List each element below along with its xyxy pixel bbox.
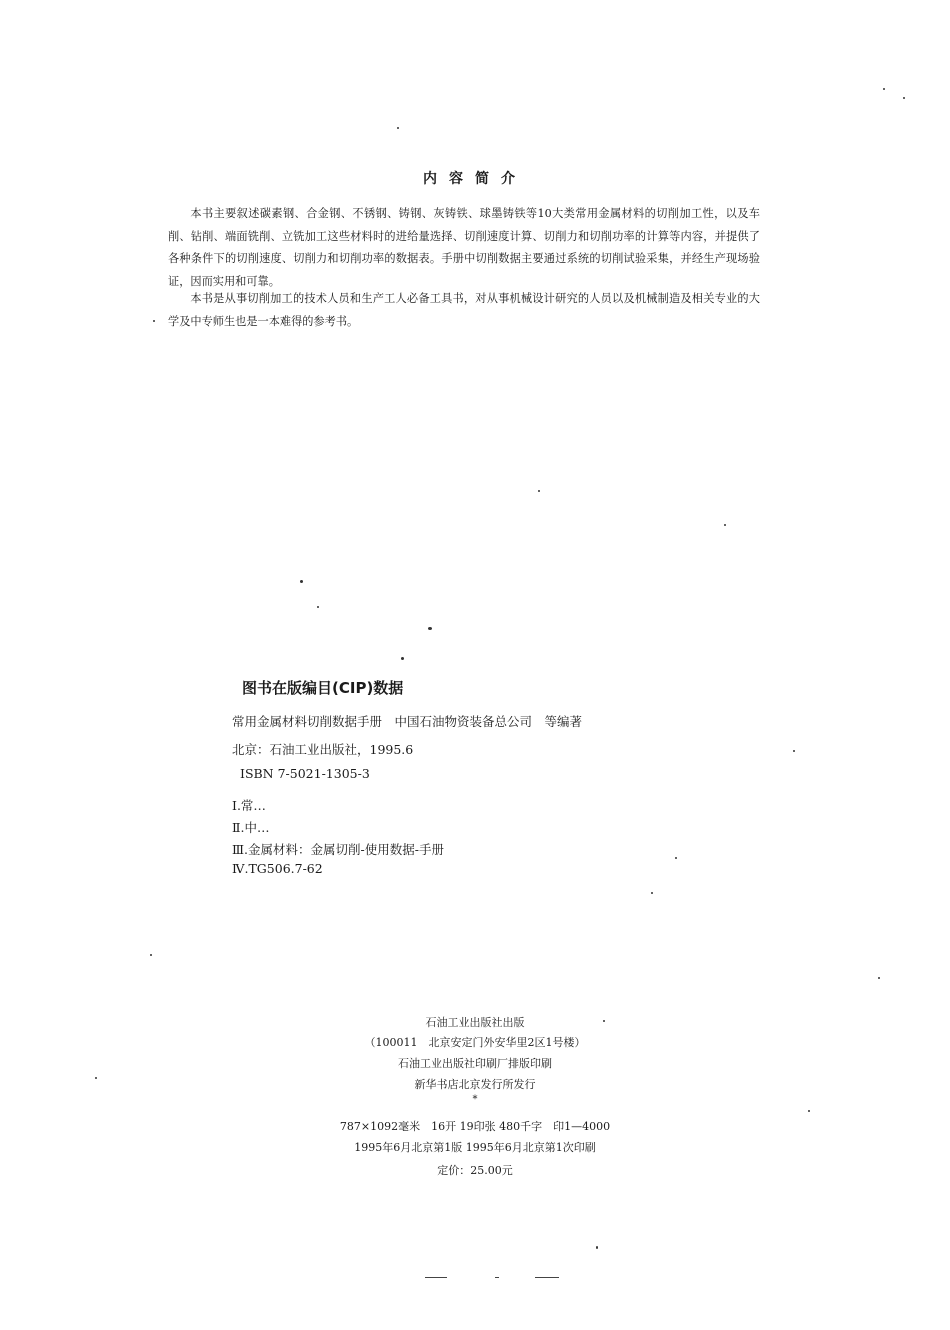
cip-subject-1: Ⅰ.常…: [232, 798, 266, 813]
scan-dash: [425, 1277, 447, 1278]
intro-paragraph-1: 本书主要叙述碳素钢、合金钢、不锈钢、铸钢、灰铸铁、球墨铸铁等10大类常用金属材料的切削加工性，以及车削、钻削、端面铣削、立铣加工这些材料时的进给量选择、切削速度计算、切削力和切削功率的计算等内容，并提供了各种条件下的切削速度、切削力和切削功率的数据表。手册中切削数据主要通过系统的切削试验采集，并经生产现场验证，因而实用和可靠。: [168, 207, 760, 288]
cip-subject-3: Ⅲ.金属材料：金属切削-使用数据-手册: [232, 842, 444, 857]
scan-speck: [300, 580, 303, 583]
scan-speck: [603, 1020, 605, 1022]
cip-book-title-line: 常用金属材料切削数据手册 中国石油物资装备总公司 等编著: [232, 714, 583, 729]
colophon-edition: 1995年6月北京第1版 1995年6月北京第1次印刷: [354, 1141, 596, 1154]
colophon-specs: 787×1092毫米 16开 19印张 480千字 印1—4000: [339, 1120, 611, 1133]
scan-speck: [793, 750, 795, 752]
cip-subject-4: Ⅳ.TG506.7-62: [232, 861, 323, 876]
scan-speck: [428, 627, 432, 630]
scan-speck: [675, 857, 677, 859]
scan-speck: [883, 88, 885, 90]
scan-dash: [535, 1277, 559, 1278]
scan-speck: [878, 977, 880, 979]
intro-title: 内容简介: [423, 171, 527, 187]
intro-paragraph-2: 本书是从事切削加工的技术人员和生产工人必备工具书，对从事机械设计研究的人员以及机械制造及相关专业的大学及中专师生也是一本难得的参考书。: [168, 292, 760, 328]
scan-speck: [153, 320, 155, 322]
scan-speck: [95, 1077, 97, 1079]
cip-title: 图书在版编目(CIP)数据: [242, 679, 404, 697]
colophon-printer: 石油工业出版社印刷厂排版印刷: [398, 1057, 552, 1070]
scan-speck: [724, 524, 726, 526]
colophon-publisher: 石油工业出版社出版: [425, 1016, 525, 1029]
colophon-distributor: 新华书店北京发行所发行: [414, 1078, 536, 1091]
scan-speck: [651, 892, 653, 894]
scan-speck: [538, 490, 540, 492]
scan-speck: [401, 657, 404, 660]
cip-publisher-line: 北京：石油工业出版社，1995.6: [232, 742, 414, 757]
colophon-address: （100011 北京安定门外安华里2区1号楼）: [364, 1036, 586, 1049]
scan-speck: [808, 1110, 810, 1112]
scan-speck: [150, 954, 152, 956]
scan-dash: [495, 1277, 499, 1278]
cip-isbn-line: ISBN 7-5021-1305-3: [240, 766, 370, 781]
colophon-price: 定价：25.00元: [437, 1164, 513, 1177]
scan-speck: [317, 606, 319, 608]
scan-speck: [397, 127, 399, 129]
colophon-separator: *: [472, 1094, 478, 1105]
cip-subject-2: Ⅱ.中…: [232, 820, 270, 835]
scan-speck: [596, 1246, 598, 1249]
scan-speck: [903, 97, 905, 99]
